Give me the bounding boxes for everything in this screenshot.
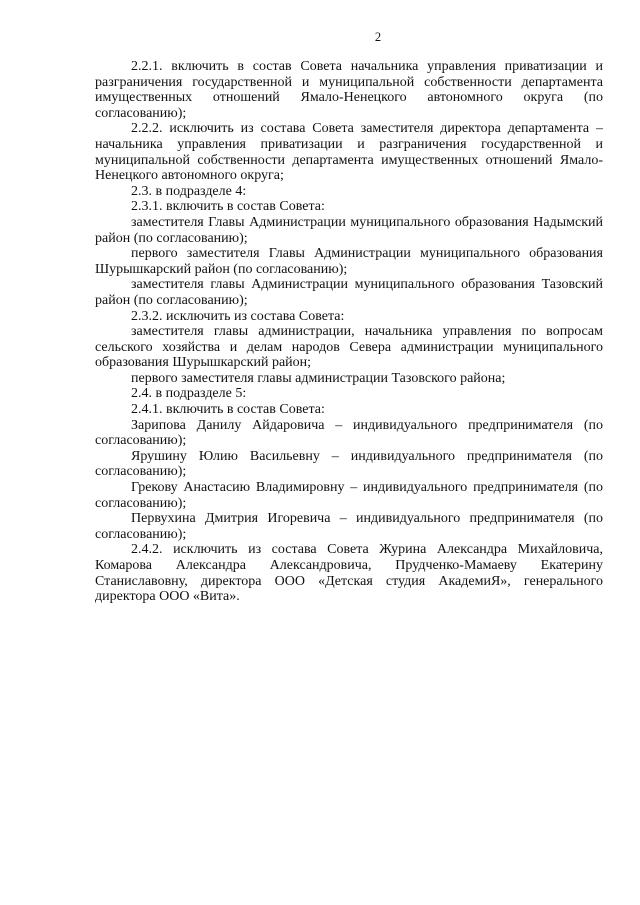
list-item-tazovsky: заместителя главы Администрации муниципального образования Тазовский район (по согласованию); <box>95 277 603 308</box>
list-item-nadym: заместителя Главы Администрации муниципального образования Надымский район (по согласованию); <box>95 214 603 246</box>
list-item-shuryshkar: первого заместителя Главы Администрации муниципального образования Шурышкарский район (по согласованию); <box>95 246 603 277</box>
list-item-yarushina: Ярушину Юлию Васильевну – индивидуального предпринимателя (по согласованию); <box>95 448 603 480</box>
list-item-pervukhin: Первухина Дмитрия Игоревича – индивидуального предпринимателя (по согласованию); <box>95 511 603 542</box>
paragraph-2-3-2: 2.3.2. исключить из состава Совета: <box>131 308 345 324</box>
list-item-tazovsky-deputy: первого заместителя главы администрации Тазовского района; <box>131 370 506 386</box>
paragraph-2-4-2: 2.4.2. исключить из состава Совета Журина Александра Михайловича, Комарова Александра Александровича, Прудченко-Мамаеву Екатерину Станиславовну, директора ООО «Детская студия АкадемиЯ», генерального директора ООО «Вита». <box>95 542 603 605</box>
paragraph-2-3-1: 2.3.1. включить в состав Совета: <box>131 199 325 215</box>
paragraph-2-2-2: 2.2.2. исключить из состава Совета заместителя директора департамента – начальника управления приватизации и разграничения государственной и муниципальной собственности департамента имущественных отношений Ямало-Ненецкого автономного округа; <box>95 121 603 184</box>
paragraph-2-4: 2.4. в подразделе 5: <box>131 386 247 402</box>
list-item-grekova: Грекову Анастасию Владимировну – индивидуального предпринимателя (по согласованию); <box>95 480 603 511</box>
list-item-zaripov: Зарипова Данилу Айдаровича – индивидуального предпринимателя (по согласованию); <box>95 417 603 449</box>
paragraph-2-2-1: 2.2.1. включить в состав Совета начальника управления приватизации и разграничения государственной и муниципальной собственности департамента имущественных отношений Ямало-Ненецкого автономного округа (по согласованию); <box>95 59 603 121</box>
list-item-agriculture: заместителя главы администрации, начальника управления по вопросам сельского хозяйства и делам народов Севера администрации муниципального образования Шурышкарский район; <box>95 324 603 371</box>
paragraph-2-3: 2.3. в подразделе 4: <box>131 183 247 199</box>
paragraph-2-4-1: 2.4.1. включить в состав Совета: <box>131 402 325 418</box>
page-number: 2 <box>374 30 382 44</box>
